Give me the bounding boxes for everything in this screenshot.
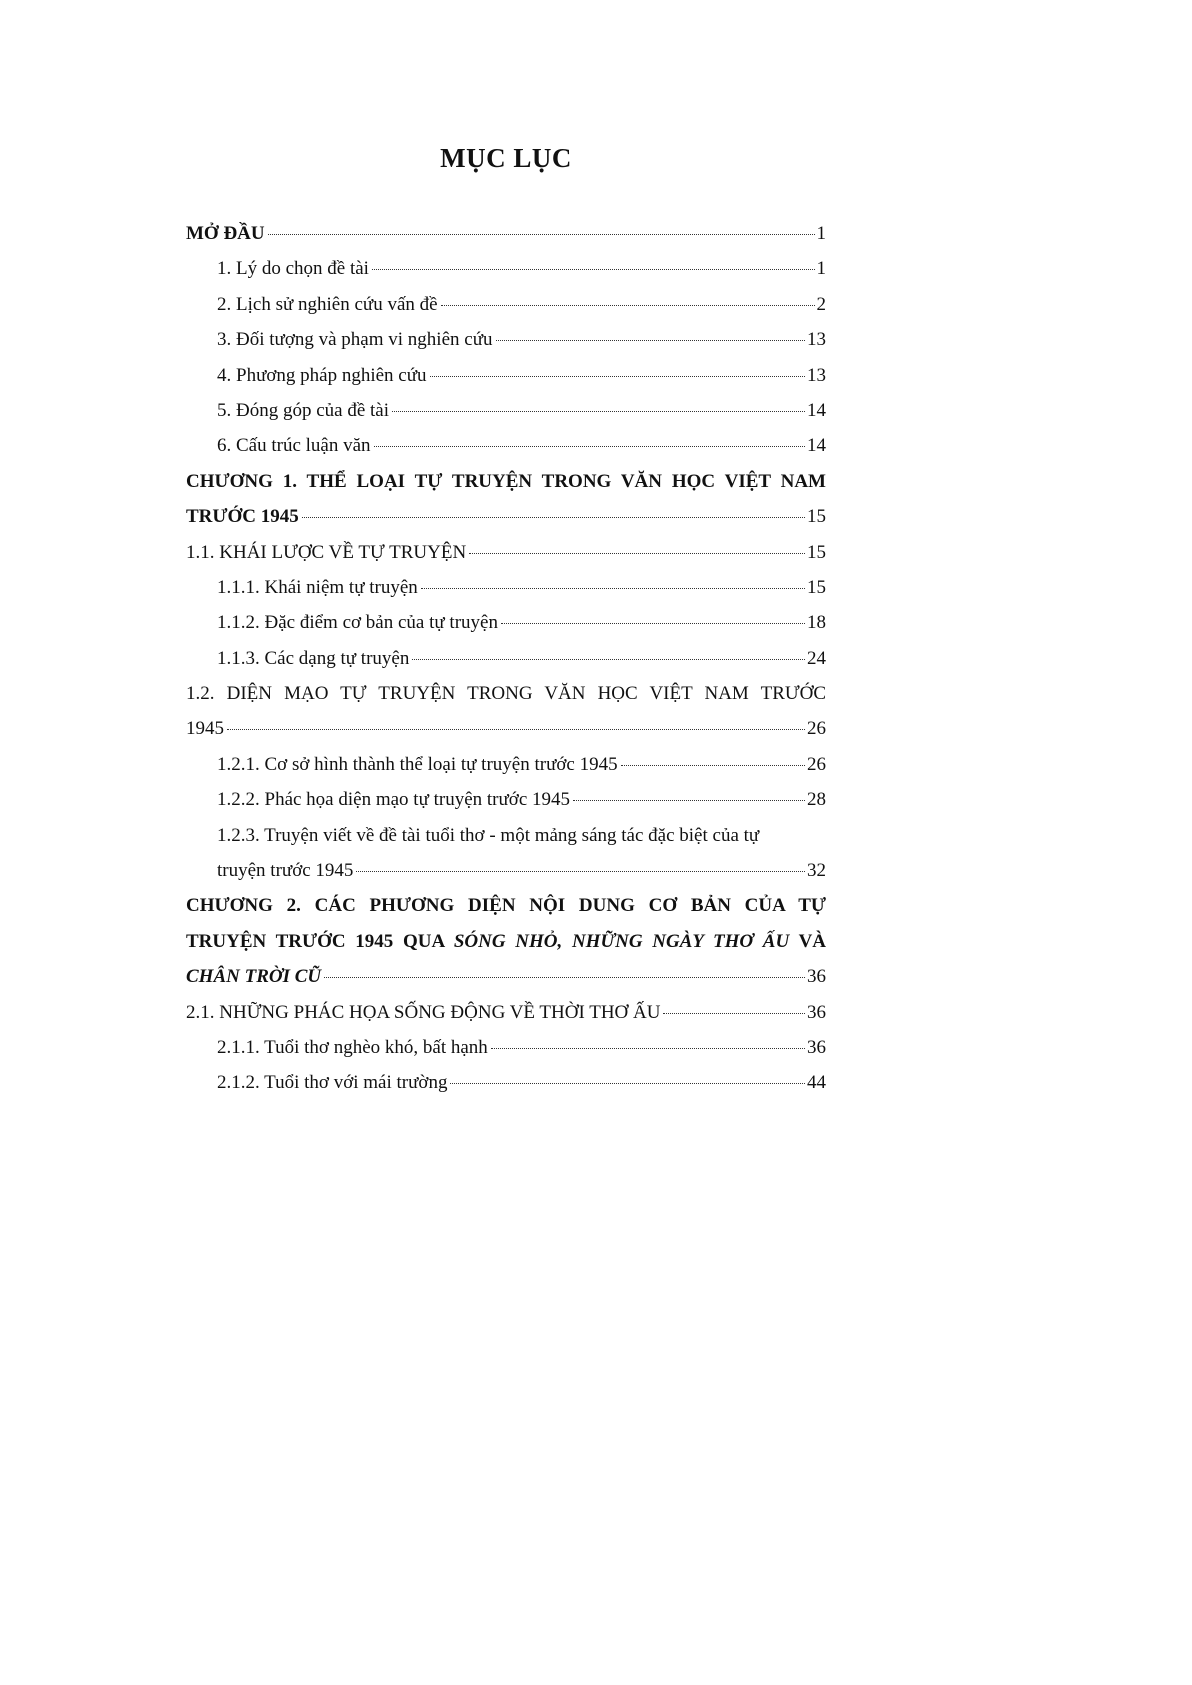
dot-leader [501, 623, 805, 624]
toc-entry[interactable] [186, 612, 826, 647]
toc-entry-text: CHƯƠNG 2. CÁC PHƯƠNG DIỆN NỘI DUNG CƠ BẢN CỦA TỰ [186, 895, 826, 917]
toc-entry-chapter-2-line-1[interactable] [186, 895, 826, 930]
toc-entry[interactable] [186, 648, 826, 683]
toc-entry-chapter-1-line-1[interactable] [186, 471, 826, 506]
toc-page-number: 13 [807, 364, 826, 386]
toc-entry-text: CHƯƠNG 1. THỂ LOẠI TỰ TRUYỆN TRONG VĂN HỌC VIỆT NAM [186, 470, 826, 492]
toc-page-number: 26 [807, 753, 826, 775]
dot-leader [356, 871, 805, 872]
toc-entry[interactable] [186, 754, 826, 789]
toc-entry-text: 4. Phương pháp nghiên cứu [217, 364, 427, 386]
toc-page-number: 36 [807, 1001, 826, 1023]
toc-entry[interactable] [186, 542, 826, 577]
toc-entry[interactable] [186, 329, 826, 364]
toc-entry-text: 1.2.2. Phác họa diện mạo tự truyện trước 1945 [217, 789, 571, 811]
toc-page-number: 15 [807, 541, 826, 563]
toc-page-number: 13 [807, 329, 826, 351]
dot-leader [302, 517, 805, 518]
toc-entry-chapter-1-line-2[interactable] [186, 506, 826, 541]
toc-page-number: 18 [807, 612, 826, 634]
toc-entry[interactable] [186, 258, 826, 293]
toc-entry-text: 1.2.1. Cơ sở hình thành thể loại tự truyện trước 1945 [217, 753, 618, 775]
toc-entry[interactable] [186, 223, 826, 258]
toc-entry-text: truyện trước 1945 [217, 860, 354, 882]
toc-entry[interactable] [186, 1002, 826, 1037]
dot-leader [441, 305, 815, 306]
toc-entry-text: 2.1.1. Tuổi thơ nghèo khó, bất hạnh [217, 1036, 488, 1058]
toc-page-number: 14 [807, 399, 826, 421]
dot-leader [374, 446, 805, 447]
dot-leader [496, 340, 806, 341]
toc-text-part: VÀ [789, 930, 827, 952]
toc-entry-text [186, 966, 321, 988]
toc-entry[interactable] [186, 365, 826, 400]
dot-leader [324, 977, 805, 978]
dot-leader [412, 659, 805, 660]
toc-page-number: 32 [807, 860, 826, 882]
toc-text-part: TRUYỆN TRƯỚC 1945 QUA [186, 930, 454, 952]
toc-page-number: 15 [807, 576, 826, 598]
toc-entry-text: 3. Đối tượng và phạm vi nghiên cứu [217, 329, 493, 351]
toc-entry-chapter-2-line-2[interactable] [186, 931, 826, 966]
toc-entry-text: 1.2.3. Truyện viết về đề tài tuổi thơ - một mảng sáng tác đặc biệt của tự [217, 824, 760, 846]
dot-leader [372, 269, 815, 270]
toc-page-number: 24 [807, 647, 826, 669]
toc-entry[interactable] [186, 1072, 826, 1107]
toc-entry-text: TRƯỚC 1945 [186, 506, 299, 528]
dot-leader [469, 553, 805, 554]
toc-text-italic-title: SÓNG NHỎ, NHỮNG NGÀY THƠ ẤU [453, 930, 790, 952]
toc-entry-text: 6. Cấu trúc luận văn [217, 435, 371, 457]
toc-entry-text: 5. Đóng góp của đề tài [217, 399, 390, 421]
dot-leader [663, 1013, 805, 1014]
toc-entry-text: 1. Lý do chọn đề tài [217, 258, 369, 280]
dot-leader [430, 376, 805, 377]
toc-entry-text: 1.1.2. Đặc điểm cơ bản của tự truyện [217, 612, 498, 634]
toc-entry-chapter-2-line-3[interactable] [186, 966, 826, 1001]
toc-entry[interactable] [186, 294, 826, 329]
toc-entry-text: MỞ ĐẦU [186, 223, 265, 244]
dot-leader [450, 1083, 805, 1084]
toc-entry[interactable] [186, 1037, 826, 1072]
toc-entry-text: 1.1. KHÁI LƯỢC VỀ TỰ TRUYỆN [186, 541, 467, 563]
dot-leader [421, 588, 805, 589]
dot-leader [491, 1048, 805, 1049]
dot-leader [573, 800, 805, 801]
toc-entry[interactable] [186, 789, 826, 824]
toc-page-number: 15 [807, 506, 826, 528]
dot-leader [227, 729, 805, 730]
toc-entry-text: 1.2. DIỆN MẠO TỰ TRUYỆN TRONG VĂN HỌC VIỆT NAM TRƯỚC [186, 683, 826, 705]
toc-page-number: 28 [807, 789, 826, 811]
dot-leader [268, 234, 815, 235]
toc-text-italic-title: CHÂN TRỜI CŨ [186, 966, 322, 988]
toc-entry-section-1-2-line-1[interactable] [186, 683, 826, 718]
dot-leader [621, 765, 805, 766]
toc-page-number: 14 [807, 435, 826, 457]
toc-page-number: 2 [816, 293, 826, 315]
table-of-contents [186, 223, 826, 1108]
toc-page-number: 1 [816, 223, 826, 244]
toc-entry-section-1-2-line-2[interactable] [186, 718, 826, 753]
toc-page-number: 36 [807, 966, 826, 988]
toc-entry-text: 2. Lịch sử nghiên cứu vấn đề [217, 293, 438, 315]
toc-page-number: 26 [807, 718, 826, 740]
toc-entry-text: 1945 [186, 718, 224, 740]
toc-entry[interactable] [186, 435, 826, 470]
dot-leader [392, 411, 805, 412]
toc-entry-text: 2.1. NHỮNG PHÁC HỌA SỐNG ĐỘNG VỀ THỜI THƠ ẤU [186, 1001, 661, 1023]
toc-entry-text: 2.1.2. Tuổi thơ với mái trường [217, 1072, 448, 1094]
toc-entry-text: 1.1.1. Khái niệm tự truyện [217, 576, 418, 598]
toc-page-number: 1 [816, 258, 826, 280]
toc-page-number: 36 [807, 1036, 826, 1058]
toc-entry-text [186, 931, 826, 953]
toc-entry[interactable] [186, 577, 826, 612]
page-title: MỤC LỤC [440, 143, 572, 173]
toc-entry[interactable] [186, 400, 826, 435]
toc-page-number: 44 [807, 1072, 826, 1094]
toc-entry-text: 1.1.3. Các dạng tự truyện [217, 647, 410, 669]
toc-entry-1-2-3-line-1[interactable] [186, 825, 826, 860]
toc-entry-1-2-3-line-2[interactable] [186, 860, 826, 895]
